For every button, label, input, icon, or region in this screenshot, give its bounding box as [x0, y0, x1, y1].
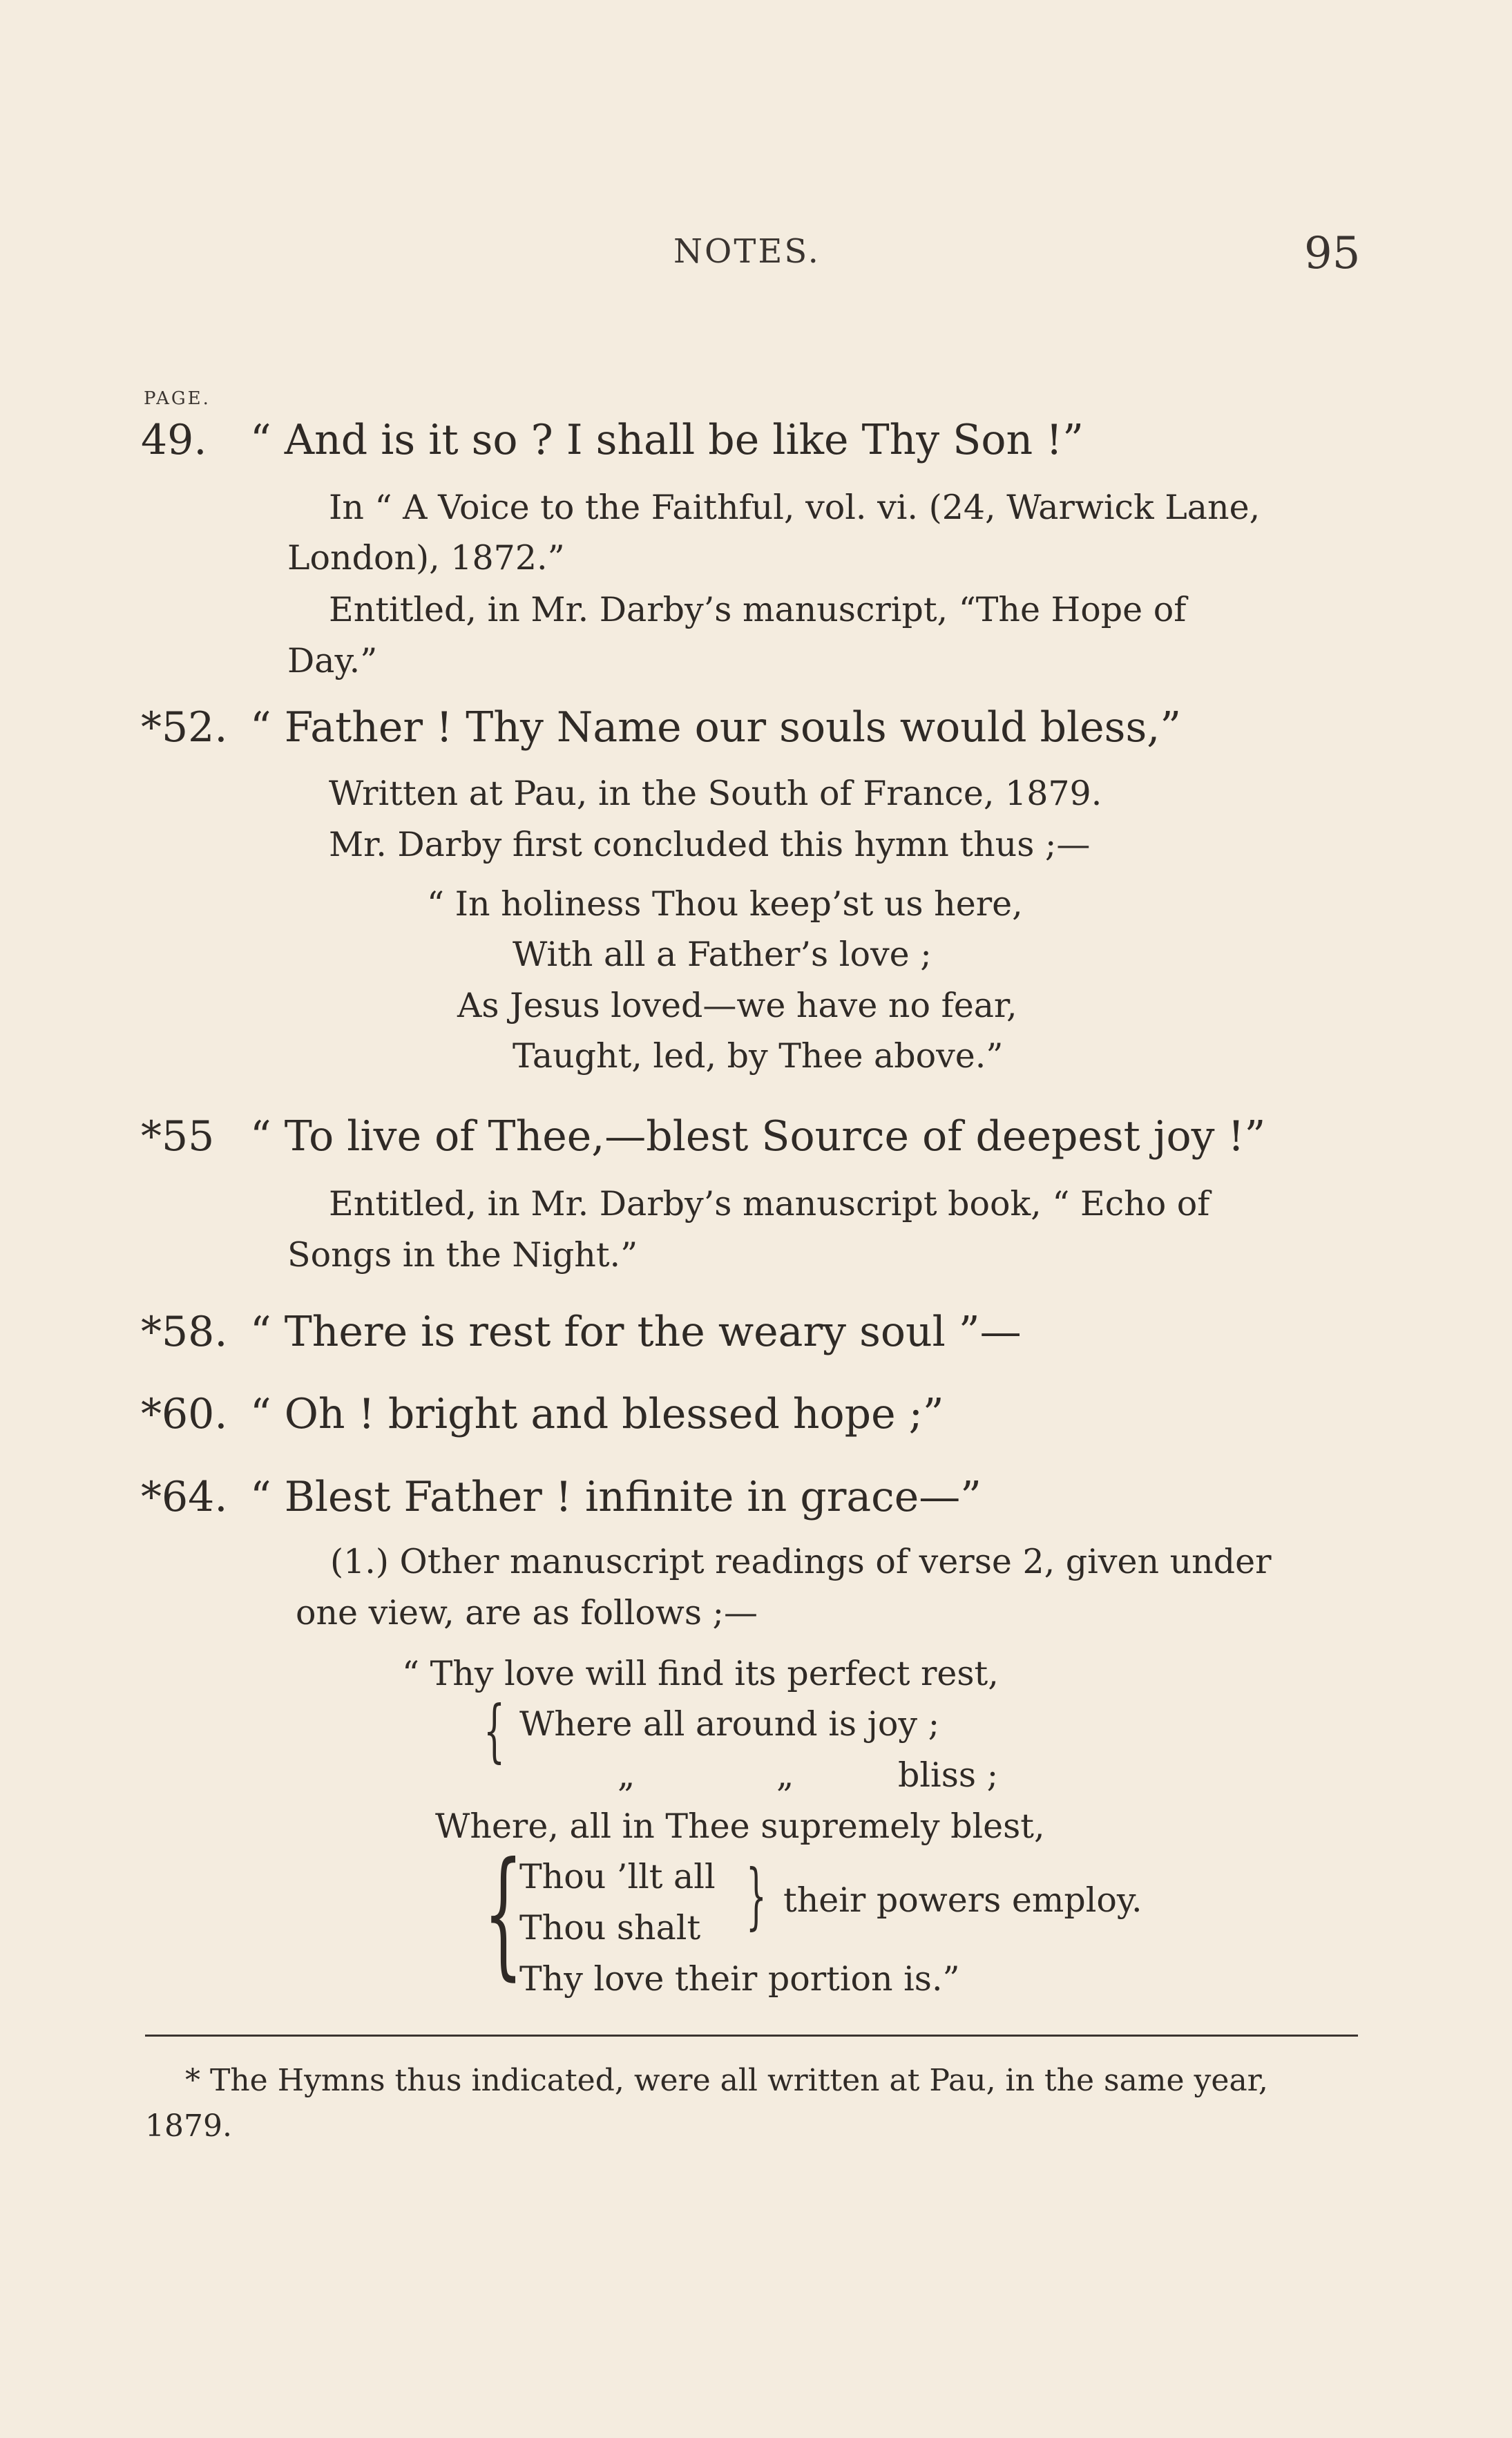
note-number: *52. [141, 703, 228, 752]
footnote-line: 1879. [145, 2108, 232, 2144]
verse-line: As Jesus loved—we have no fear, [457, 986, 1017, 1025]
note-line: Entitled, in Mr. Darby’s manuscript, “The Hope of [329, 590, 1187, 629]
hymn-title: “ Oh ! bright and blessed hope ;” [250, 1390, 944, 1438]
note-line: London), 1872.” [287, 538, 565, 578]
verse-line: With all a Father’s love ; [513, 935, 932, 974]
page-number: 95 [1304, 228, 1361, 279]
verse-line: Where, all in Thee supremely blest, [435, 1807, 1045, 1846]
note-number: *58. [141, 1308, 228, 1356]
footnote-rule [145, 2035, 1358, 2037]
note-line: Entitled, in Mr. Darby’s manuscript book, “ Echo of [329, 1184, 1210, 1223]
verse-line: Thou shalt [519, 1908, 701, 1947]
footnote-line: * The Hymns thus indicated, were all written at Pau, in the same year, [185, 2063, 1268, 2098]
note-number: *60. [141, 1390, 228, 1438]
brace: { [484, 1833, 524, 1994]
note-line: Day.” [287, 641, 378, 680]
verse-line: Taught, led, by Thee above.” [513, 1036, 1004, 1076]
note-line: one view, are as follows ;— [296, 1593, 758, 1632]
note-line: Songs in the Night.” [287, 1235, 638, 1275]
hymn-title: “ And is it so ? I shall be like Thy Son !” [250, 416, 1084, 464]
ditto-mark: „ [776, 1755, 794, 1795]
note-line: Mr. Darby first concluded this hymn thus ;— [329, 825, 1091, 864]
hymn-title: “ Father ! Thy Name our souls would bless,” [250, 703, 1182, 752]
verse-line: Where all around is joy ; [519, 1704, 940, 1744]
note-line: (1.) Other manuscript readings of verse 2, given under [330, 1542, 1272, 1581]
note-number: *55 [141, 1112, 215, 1161]
brace: } [746, 1854, 767, 1938]
verse-line: their powers employ. [783, 1880, 1142, 1920]
note-number: *64. [141, 1473, 228, 1521]
verse-line: Thou ’llt all [519, 1857, 716, 1896]
verse-line: Thy love their portion is.” [519, 1959, 960, 1999]
ditto-mark: „ [618, 1755, 635, 1795]
verse-line: bliss ; [898, 1755, 999, 1795]
hymn-title: “ To live of Thee,—blest Source of deepest joy !” [250, 1112, 1266, 1161]
verse-line: “ In holiness Thou keep’st us here, [427, 884, 1023, 924]
running-title: NOTES. [673, 232, 821, 271]
hymn-title: “ There is rest for the weary soul ”— [250, 1308, 1022, 1356]
brace: { [484, 1692, 506, 1771]
note-line: In “ A Voice to the Faithful, vol. vi. (24, Warwick Lane, [329, 488, 1261, 527]
note-number: 49. [141, 416, 207, 464]
page-column-label: PAGE. [144, 388, 211, 409]
note-line: Written at Pau, in the South of France, 1879. [329, 774, 1102, 813]
hymn-title: “ Blest Father ! infinite in grace—” [250, 1473, 982, 1521]
verse-line: “ Thy love will find its perfect rest, [402, 1654, 999, 1693]
